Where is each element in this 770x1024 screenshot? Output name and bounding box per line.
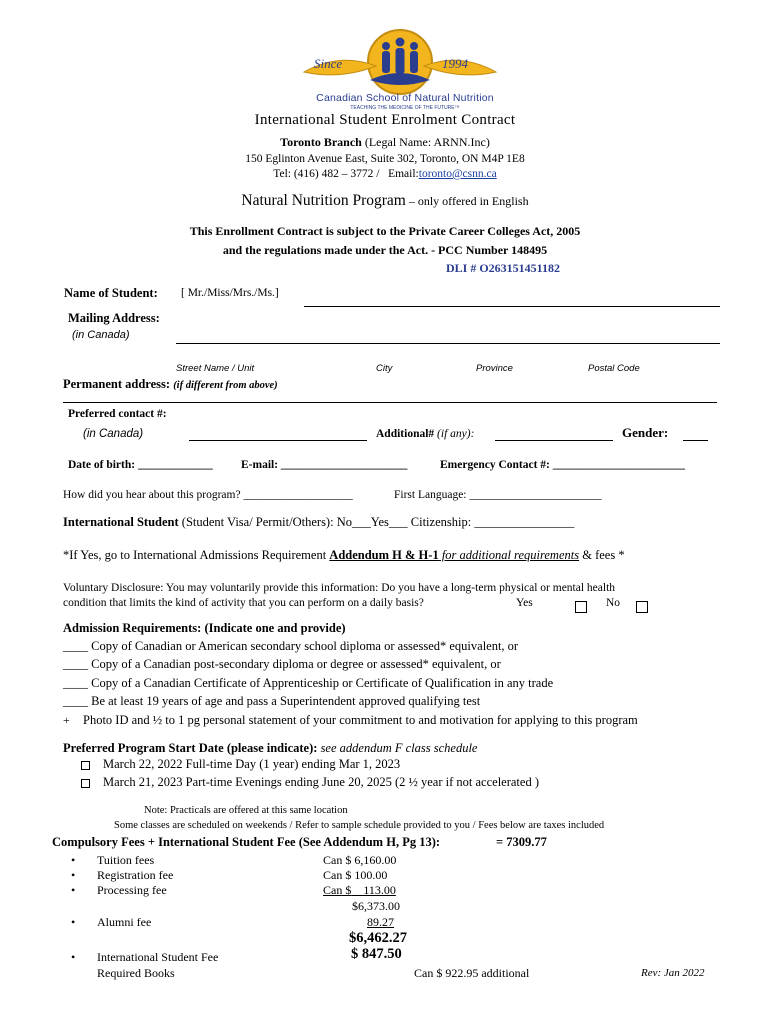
processing-label: • Processing fee — [97, 883, 167, 898]
admission-item-text: Be at least 19 years of age and pass a Superintendent approved qualifying test — [91, 694, 481, 708]
intl-student-label: International Student — [63, 515, 179, 529]
logo-tagline: TEACHING THE MEDICINE OF THE FUTURE™ — [350, 105, 460, 111]
intl-student-rest: (Student Visa/ Permit/Others): No___Yes___ Citizenship: ________________ — [178, 515, 575, 529]
program-note: – only offered in English — [405, 194, 529, 208]
email-link[interactable]: toronto@csnn.ca — [418, 168, 497, 180]
additional-field[interactable] — [495, 440, 613, 441]
fees-subtotal-2: $6,462.27 — [349, 930, 407, 946]
no-checkbox[interactable] — [636, 601, 648, 613]
legal-name: (Legal Name: ARNN.Inc) — [364, 135, 490, 149]
practicals-note: Note: Practicals are offered at this same location — [144, 805, 348, 816]
tuition-amount: Can $ 6,160.00 — [323, 853, 397, 867]
admission-blank[interactable]: ____ — [63, 694, 88, 708]
contract-line-1: This Enrollment Contract is subject to the Private Career Colleges Act, 2005 — [189, 224, 581, 238]
program-name: Natural Nutrition Program — [241, 192, 406, 209]
if-yes-line — [63, 548, 625, 563]
start-date-see: see addendum F class schedule — [317, 741, 478, 755]
logo-since: Since — [314, 56, 343, 71]
how-hear-field[interactable]: How did you hear about this program? ___________________ — [63, 489, 353, 501]
start-option-1: March 22, 2022 Full-time Day (1 year) ending Mar 1, 2023 — [103, 757, 401, 771]
and-fees: & fees * — [579, 548, 625, 562]
admission-item-text: Copy of Canadian or American secondary school diploma or assessed* equivalent, or — [91, 639, 519, 653]
dli-number: DLI # O263151451182 — [446, 261, 561, 275]
revision-date: Rev: Jan 2022 — [641, 967, 705, 979]
mailing-in-canada: (in Canada) — [72, 329, 130, 341]
admission-item[interactable] — [63, 639, 518, 654]
fees-title: Compulsory Fees + International Student Fee (See Addendum H, Pg 13): — [52, 835, 441, 849]
admission-title: Admission Requirements: (Indicate one and provide) — [63, 621, 346, 635]
fees-subtotal: $6,373.00 — [352, 899, 400, 913]
start-option-2-checkbox[interactable] — [81, 779, 90, 788]
voluntary-no: No — [606, 597, 621, 609]
additional-line — [376, 428, 474, 440]
voluntary-line-1: Voluntary Disclosure: You may voluntarily provide this information: Do you have a long-term physical or mental health — [63, 582, 616, 594]
processing-value: 113.00 — [351, 883, 396, 897]
books-amount: Can $ 922.95 additional — [414, 966, 530, 980]
yes-checkbox[interactable] — [575, 601, 587, 613]
email-field[interactable]: E-mail: ______________________ — [241, 459, 408, 471]
international-student-line[interactable] — [63, 515, 574, 530]
voluntary-line-2: condition that limits the kind of activity that you can perform on a daily basis? — [63, 597, 424, 609]
registration-label: • Registration fee — [97, 868, 173, 883]
schedule-note: Some classes are scheduled on weekends / Refer to sample schedule provided to you / Fees below are taxes included — [114, 820, 605, 831]
mailing-label: Mailing Address: — [68, 311, 160, 325]
photo-plus: + — [63, 713, 70, 727]
additional-if-any: (if any): — [434, 428, 475, 440]
if-yes-text: *If Yes, go to International Admissions Requirement — [63, 548, 330, 562]
street-caption: Street Name / Unit — [176, 363, 255, 374]
registration-amount: Can $ 100.00 — [323, 868, 388, 882]
name-field[interactable] — [304, 306, 720, 307]
contact-line — [0, 168, 770, 180]
alumni-label: • Alumni fee — [97, 915, 151, 930]
start-option-2: March 21, 2023 Part-time Evenings ending June 20, 2025 (2 ½ year if not accelerated ) — [103, 775, 539, 789]
mailing-address-field[interactable] — [176, 343, 720, 344]
admission-item[interactable] — [63, 676, 553, 691]
alumni-amount: 89.27 — [367, 915, 394, 929]
branch-address: 150 Eglinton Avenue East, Suite 302, Toronto, ON M4P 1E8 — [245, 153, 525, 165]
branch-name: Toronto Branch — [280, 135, 362, 149]
admission-item-text: Copy of a Canadian post-secondary diploma or degree or assessed* equivalent, or — [91, 657, 501, 671]
permanent-note: (if different from above) — [173, 380, 278, 391]
processing-currency: Can $ — [323, 883, 352, 897]
admission-item-text: Copy of a Canadian Certificate of Apprenticeship or Certificate of Qualification in any trade — [91, 676, 554, 690]
tuition-label: • Tuition fees — [97, 853, 154, 868]
telephone: Tel: (416) 482 – 3772 / — [273, 168, 380, 180]
books-label: Required Books — [97, 966, 175, 980]
addendum-ref: Addendum H & H-1 — [329, 548, 439, 562]
processing-amount — [323, 883, 396, 898]
contract-line-2: and the regulations made under the Act. - PCC Number 148495 — [222, 243, 548, 257]
name-label: Name of Student: — [64, 286, 158, 300]
gender-field[interactable] — [683, 440, 708, 441]
email-label: Email: — [388, 168, 419, 180]
permanent-label: Permanent address: — [63, 377, 171, 391]
intl-fee-label: • International Student Fee — [97, 950, 218, 965]
permanent-address-line — [63, 377, 278, 392]
admission-blank[interactable]: ____ — [63, 657, 88, 671]
start-date-label: Preferred Program Start Date (please indicate): — [63, 741, 318, 755]
photo-requirement: Photo ID and ½ to 1 pg personal statement of your commitment to and motivation for applying to this program — [83, 713, 638, 727]
start-option-1-checkbox[interactable] — [81, 761, 90, 770]
name-prefix: [ Mr./Miss/Mrs./Ms.] — [181, 287, 279, 299]
admission-blank[interactable]: ____ — [63, 676, 88, 690]
branch-line — [0, 135, 770, 150]
logo-school-name: Canadian School of Natural Nutrition — [316, 92, 494, 104]
permanent-address-field[interactable] — [63, 402, 717, 403]
program-title — [0, 192, 770, 210]
city-caption: City — [376, 363, 393, 374]
admission-blank[interactable]: ____ — [63, 639, 88, 653]
for-additional: for additional requirements — [438, 548, 580, 562]
admission-item[interactable] — [63, 657, 501, 672]
preferred-contact-field[interactable] — [189, 440, 367, 441]
page-title: International Student Enrolment Contract — [254, 112, 516, 128]
fees-total: = 7309.77 — [496, 835, 547, 849]
logo-year: 1994 — [442, 56, 468, 71]
emergency-contact-field[interactable]: Emergency Contact #: _______________________ — [440, 459, 685, 471]
preferred-contact-label: Preferred contact #: — [68, 408, 167, 420]
voluntary-yes: Yes — [516, 597, 533, 609]
gender-label: Gender: — [622, 425, 669, 440]
start-date-title — [63, 741, 477, 756]
dob-field[interactable]: Date of birth: _____________ — [68, 459, 213, 471]
intl-fee-amount: $ 847.50 — [351, 946, 402, 962]
preferred-in-canada: (in Canada) — [83, 428, 144, 440]
first-language-field[interactable]: First Language: _______________________ — [394, 489, 602, 501]
province-caption: Province — [476, 363, 513, 374]
additional-label: Additional# — [376, 428, 435, 440]
postal-caption: Postal Code — [588, 363, 640, 374]
admission-item[interactable] — [63, 694, 480, 709]
